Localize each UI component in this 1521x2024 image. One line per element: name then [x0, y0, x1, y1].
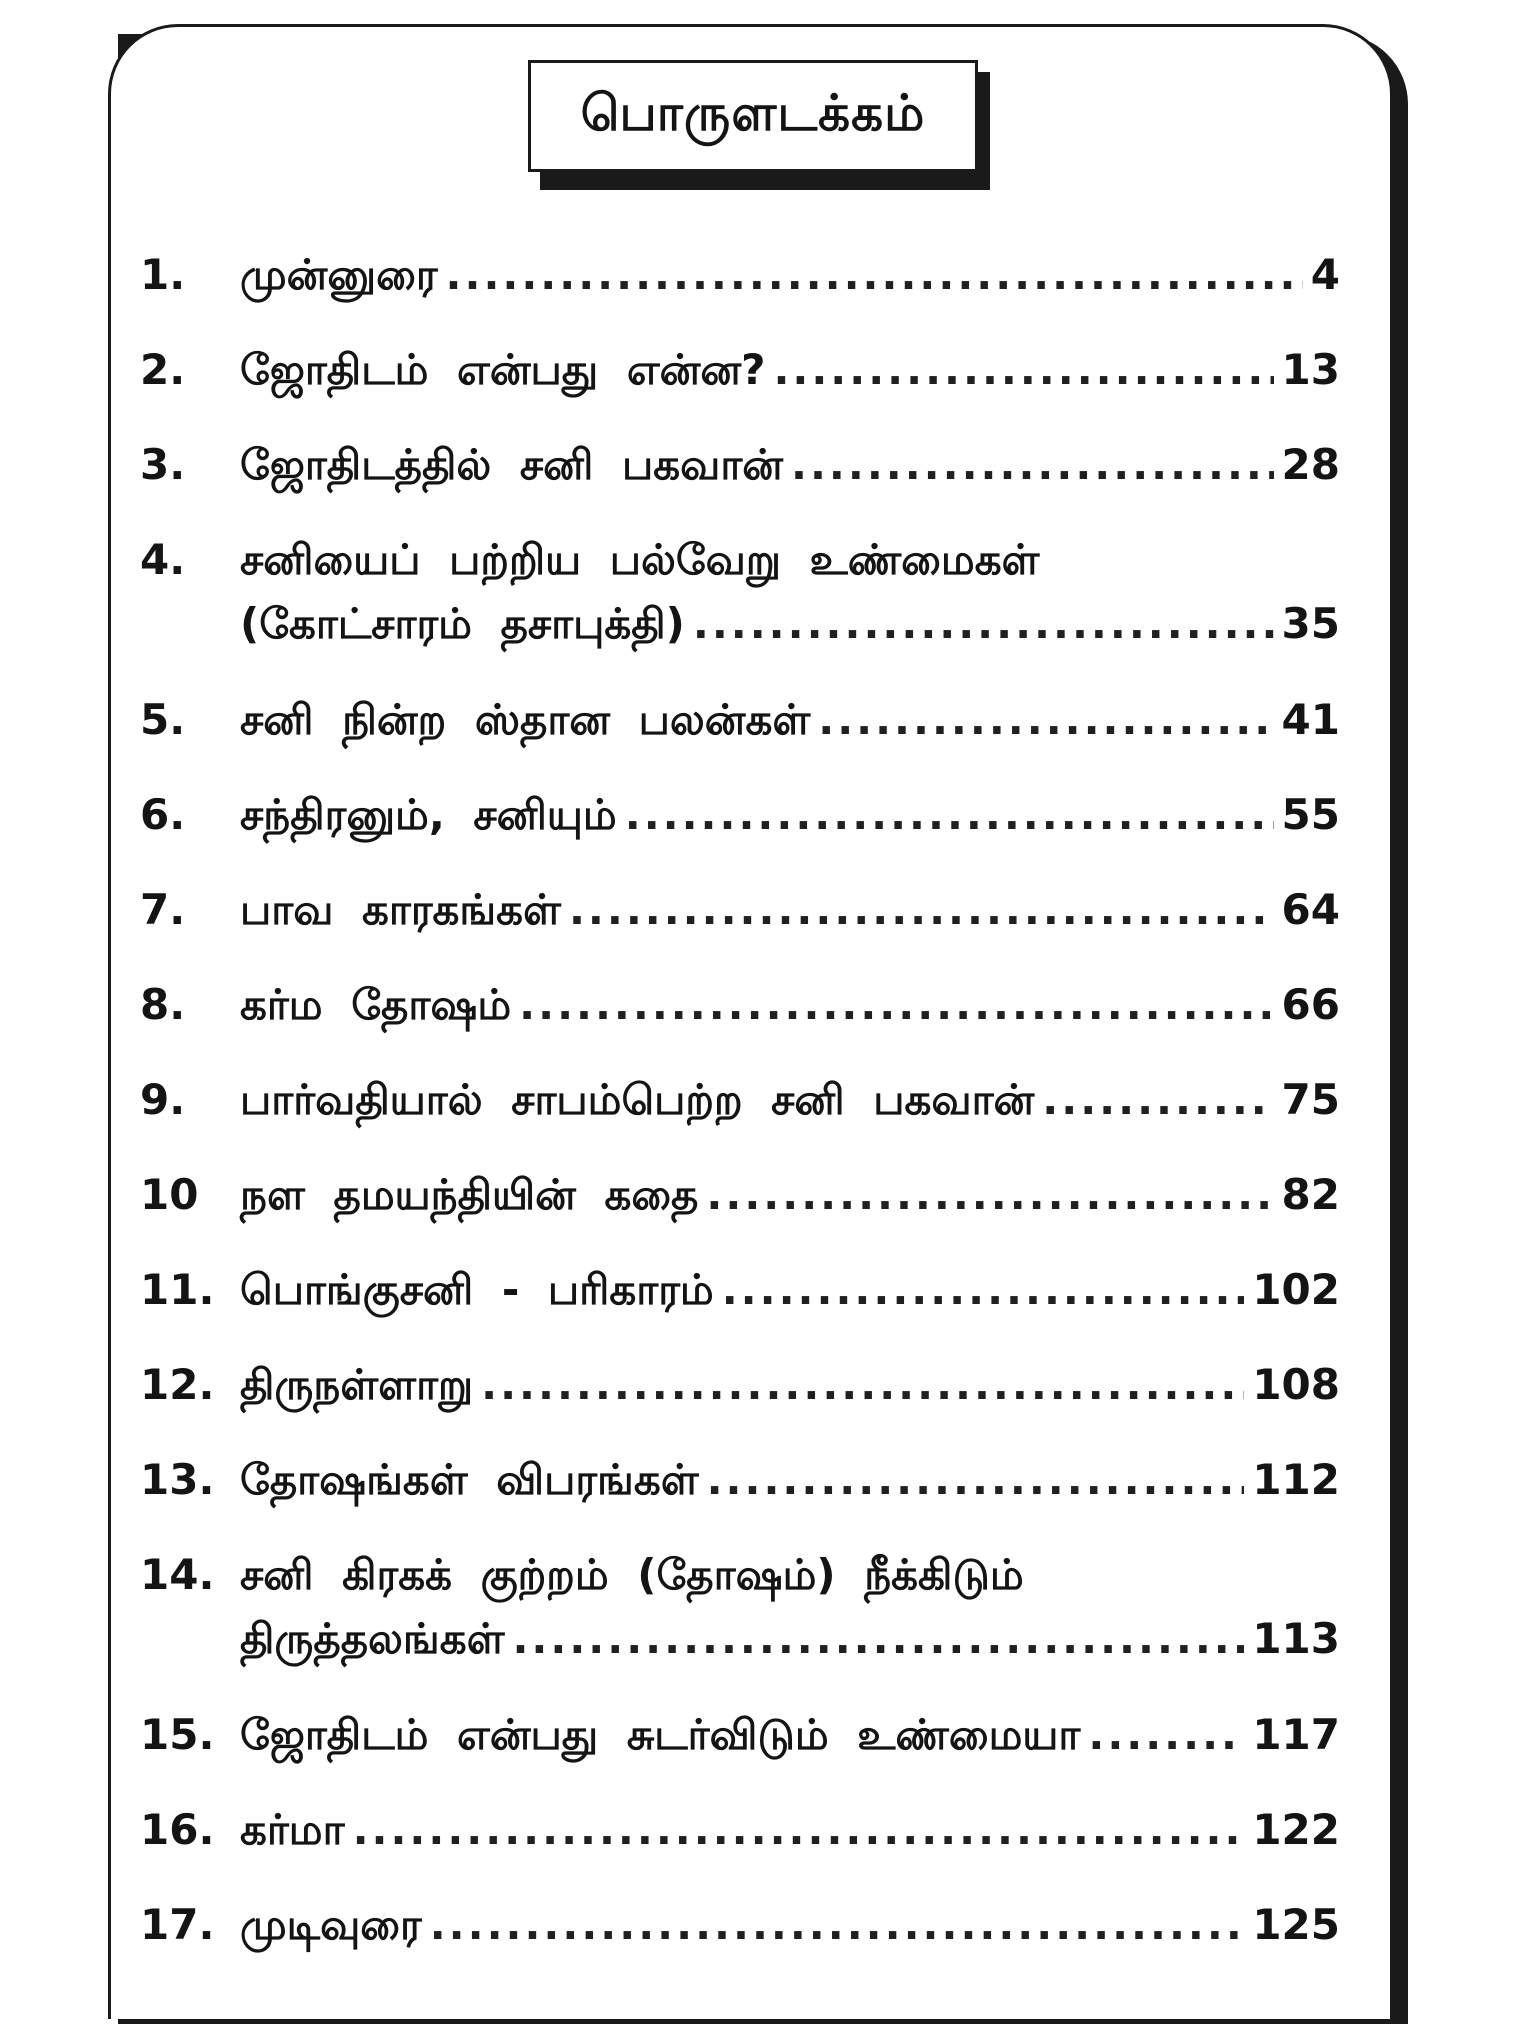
entry-title: பொங்குசனி - பரிகாரம்	[240, 1265, 714, 1314]
entry-number: 6.	[140, 790, 186, 839]
entry-page: 55	[1281, 790, 1340, 839]
entry-page: 41	[1281, 695, 1340, 744]
entry-number: 11.	[140, 1265, 215, 1314]
entry-page: 113	[1252, 1614, 1340, 1663]
entry-title: கர்ம தோஷம்	[240, 980, 512, 1029]
entry-title: ஜோதிடம் என்பது என்ன?	[240, 345, 766, 394]
entry-number: 8.	[140, 980, 186, 1029]
dot-leader	[569, 880, 1274, 940]
entry-title: சனி கிரகக் குற்றம் (தோஷம்) நீக்கிடும்	[240, 1550, 1024, 1599]
entry-title: திருநள்ளாறு	[240, 1360, 474, 1409]
entry-number: 16.	[140, 1805, 215, 1854]
entry-title: ஜோதிடம் என்பது சுடர்விடும் உண்மையா	[240, 1710, 1081, 1759]
entry-page: 13	[1281, 345, 1340, 394]
entry-page: 102	[1252, 1265, 1340, 1314]
page-title: பொருளடக்கம்	[580, 83, 926, 142]
entry-title-continued: திருத்தலங்கள்	[240, 1614, 505, 1663]
entry-page: 66	[1281, 980, 1340, 1029]
entry-number: 17.	[140, 1900, 215, 1949]
entry-page: 125	[1252, 1900, 1340, 1949]
dot-leader	[1088, 1705, 1244, 1765]
entry-number: 7.	[140, 885, 186, 934]
dot-leader	[519, 975, 1273, 1035]
entry-number: 3.	[140, 440, 186, 489]
dot-leader	[706, 1165, 1273, 1225]
entry-page: 75	[1281, 1075, 1340, 1124]
entry-page: 64	[1281, 885, 1340, 934]
entry-title: கர்மா	[240, 1805, 345, 1854]
dot-leader	[446, 245, 1303, 305]
heading-box	[528, 60, 978, 172]
entry-title: முடிவுரை	[240, 1900, 422, 1949]
entry-number: 14.	[140, 1550, 215, 1599]
dot-leader	[722, 1260, 1245, 1320]
dot-leader	[818, 690, 1273, 750]
dot-leader	[791, 435, 1274, 495]
entry-number: 1.	[140, 250, 186, 299]
entry-page: 117	[1252, 1710, 1340, 1759]
entry-page: 82	[1281, 1170, 1340, 1219]
entry-title: பார்வதியால் சாபம்பெற்ற சனி பகவான்	[240, 1075, 1035, 1124]
dot-leader	[430, 1895, 1245, 1955]
dot-leader	[625, 785, 1274, 845]
entry-number: 4.	[140, 535, 186, 584]
entry-title: நள தமயந்தியின் கதை	[240, 1170, 699, 1219]
entry-page: 108	[1252, 1360, 1340, 1409]
dot-leader	[773, 340, 1273, 400]
entry-page: 4	[1310, 250, 1340, 299]
entry-number: 12.	[140, 1360, 215, 1409]
dot-leader	[693, 594, 1274, 654]
entry-page: 122	[1252, 1805, 1340, 1854]
entry-title: சனி நின்ற ஸ்தான பலன்கள்	[240, 695, 811, 744]
entry-title: சனியைப் பற்றிய பல்வேறு உண்மைகள்	[240, 535, 1040, 584]
entry-number: 10	[140, 1170, 199, 1219]
entry-title: ஜோதிடத்தில் சனி பகவான்	[240, 440, 783, 489]
entry-page: 112	[1252, 1455, 1340, 1504]
entry-title: பாவ காரகங்கள்	[240, 885, 561, 934]
dot-leader	[481, 1355, 1244, 1415]
entry-title: சந்திரனும், சனியும்	[240, 790, 617, 839]
entry-number: 9.	[140, 1075, 186, 1124]
entry-number: 15.	[140, 1710, 215, 1759]
dot-leader	[707, 1450, 1245, 1510]
dot-leader	[1042, 1070, 1273, 1130]
dot-leader	[512, 1609, 1244, 1669]
entry-number: 5.	[140, 695, 186, 744]
entry-title: தோஷங்கள் விபரங்கள்	[240, 1455, 699, 1504]
entry-number: 13.	[140, 1455, 215, 1504]
entry-title-continued: (கோட்சாரம் தசாபுக்தி)	[240, 599, 685, 648]
entry-page: 35	[1281, 599, 1340, 648]
entry-number: 2.	[140, 345, 186, 394]
dot-leader	[353, 1800, 1245, 1860]
entry-page: 28	[1281, 440, 1340, 489]
entry-title: முன்னுரை	[240, 250, 438, 299]
